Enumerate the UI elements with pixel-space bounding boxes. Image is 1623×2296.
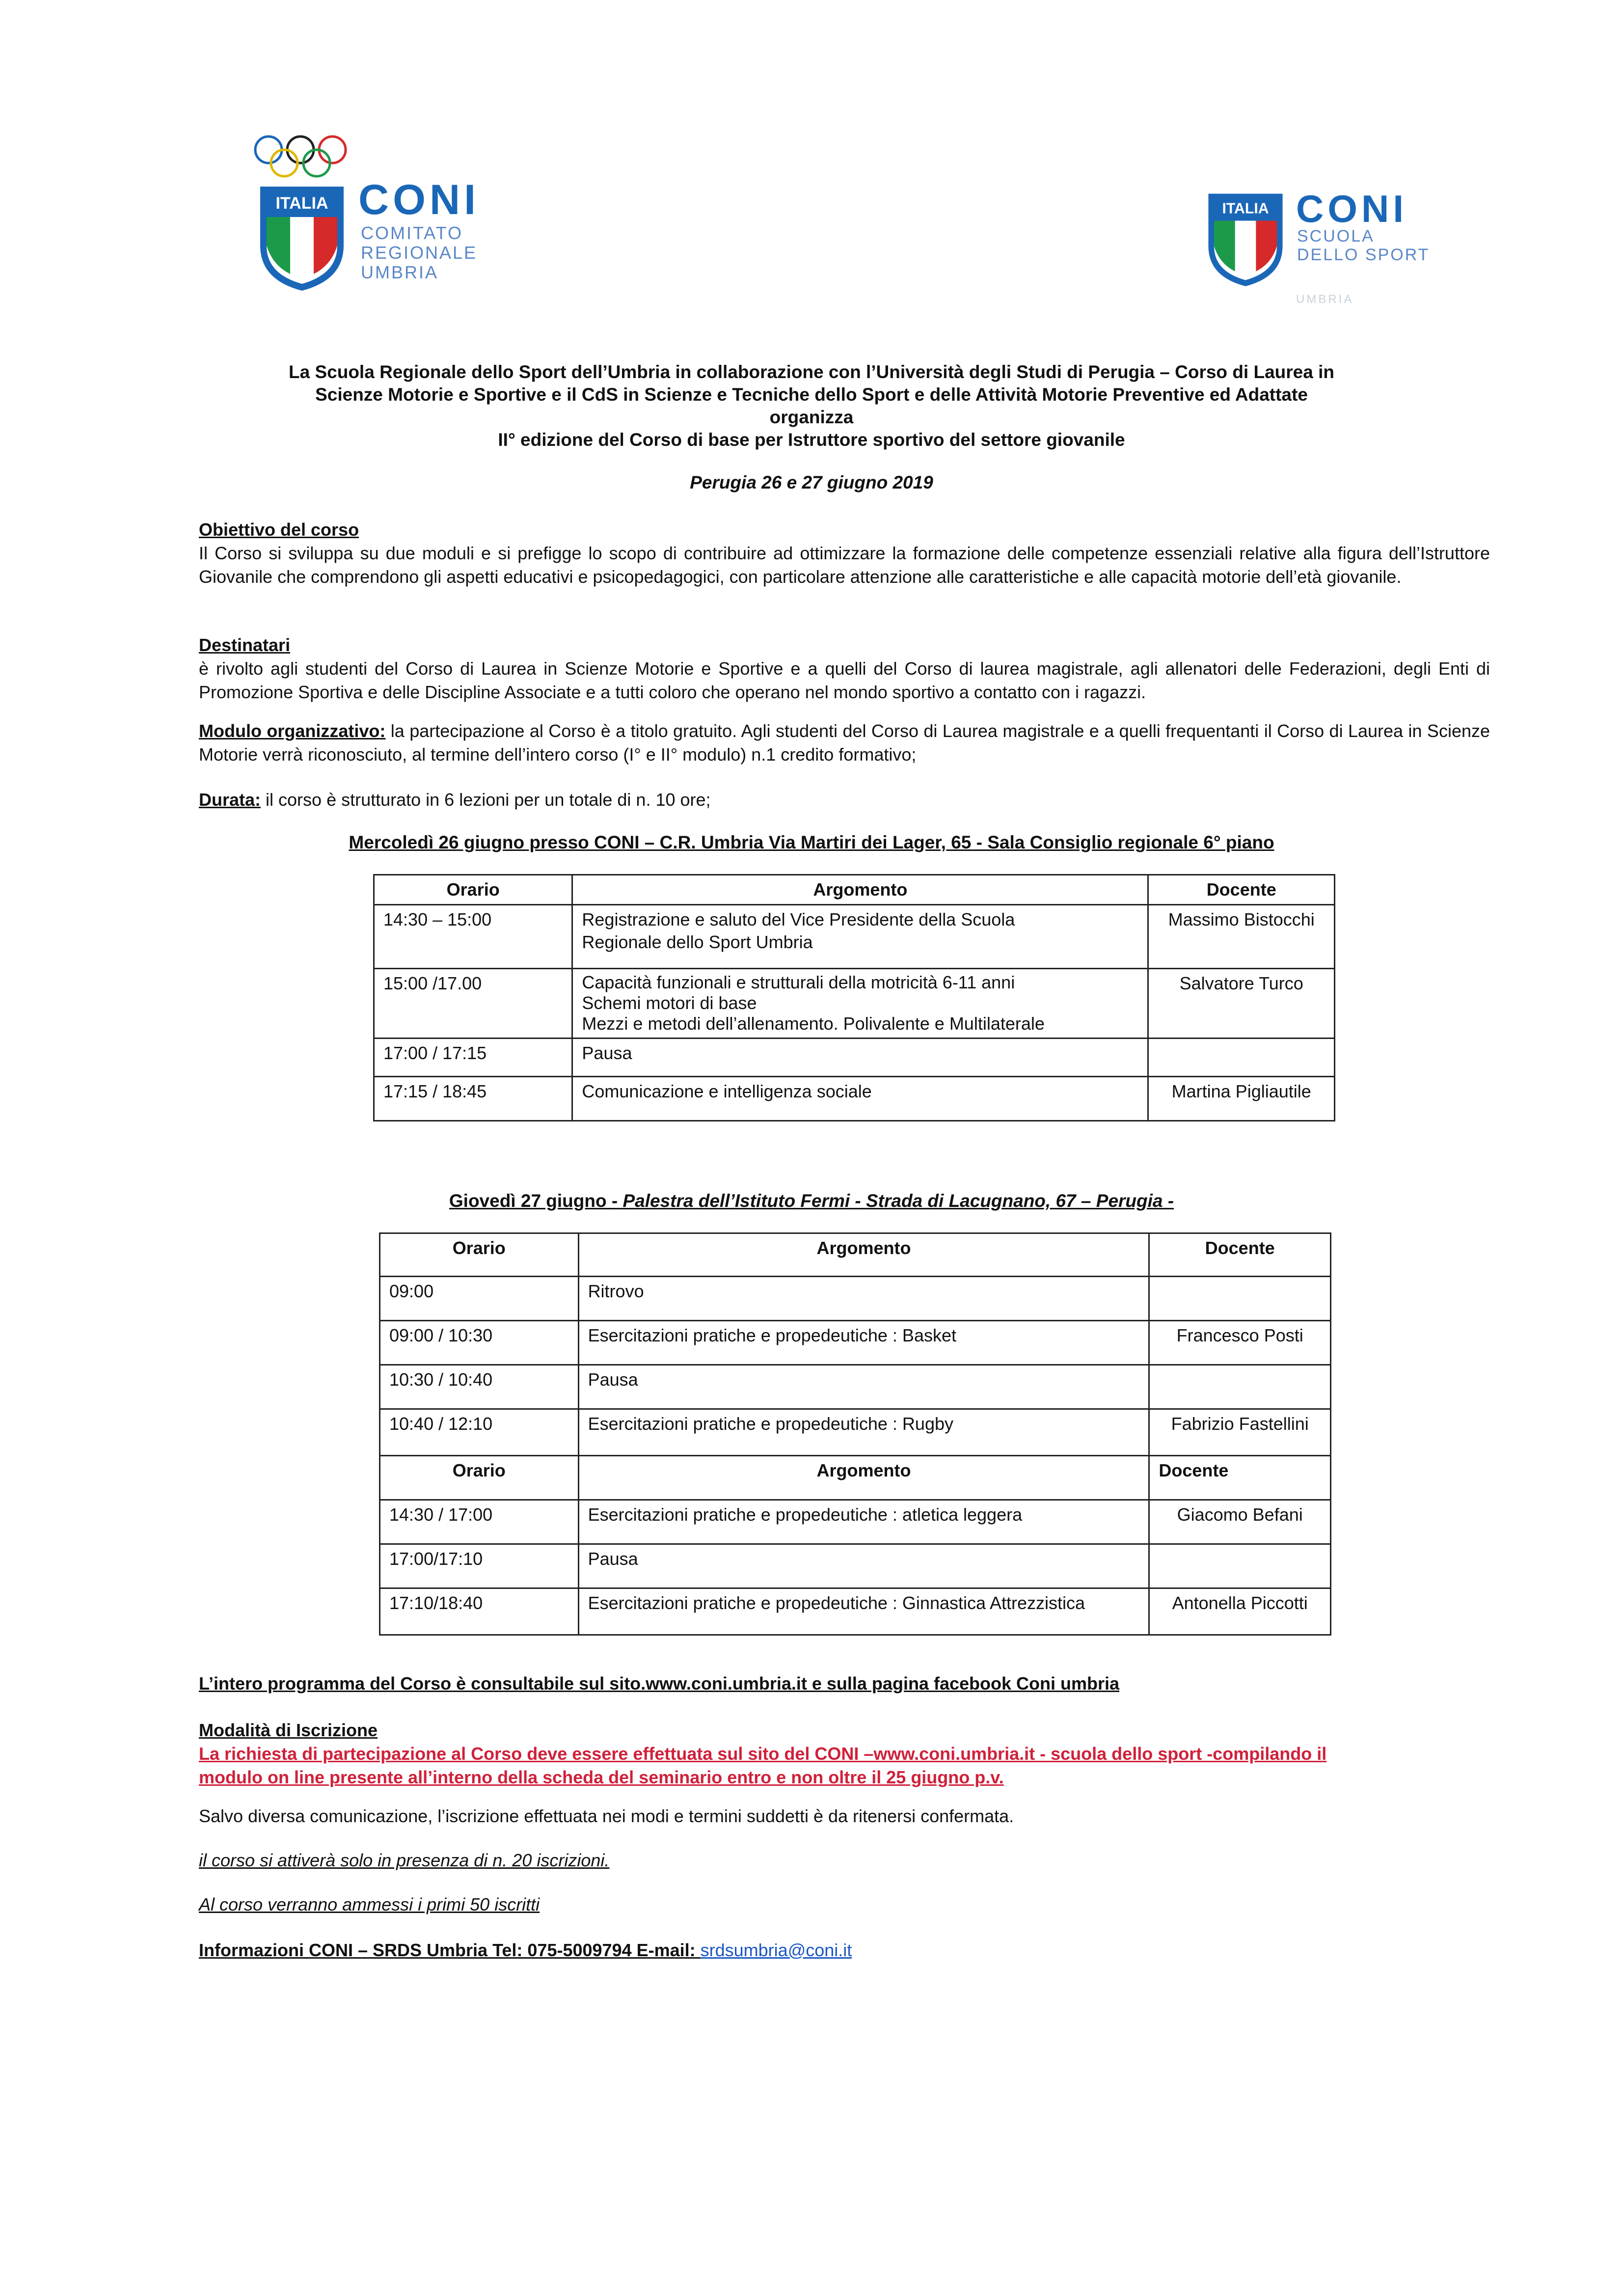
contact-info: Informazioni CONI – SRDS Umbria Tel: 075-5009794 E-mail: srdsumbria@coni.it [199,1940,852,1960]
day2-schedule-table [379,1232,1331,1636]
recipients-section [199,633,1490,704]
teacher-cell [1149,1544,1331,1588]
logo-left-subtitle: COMITATO REGIONALE UMBRIA [361,223,478,282]
teacher-cell [1148,1039,1335,1077]
module-section [199,719,1490,766]
italia-shield-icon [258,187,346,292]
email-link[interactable]: srdsumbria@coni.it [700,1940,852,1960]
time-cell: 17:00/17:10 [380,1544,579,1588]
topic-cell: Esercitazioni pratiche e propedeutiche : atletica leggera [578,1500,1149,1544]
registration-confirm: Salvo diversa comunicazione, l’iscrizione effettuata nei modi e termini suddetti è da ritenersi confermata. [199,1806,1014,1826]
svg-text:ITALIA: ITALIA [275,194,328,213]
col-header-orario: Orario [380,1233,579,1277]
col-header-argomento: Argomento [578,1233,1149,1277]
objective-text: Il Corso si sviluppa su due moduli e si prefigge lo scopo di contribuire ad ottimizzare la formazione delle competenze essenziali relative alla figura dell’Istruttore Giovanile che comprendono gli aspetti educativi e psicopedagogici, con particolare attenzione alle caratteristiche e alle capacità motorie dell’età giovanile. [199,543,1490,587]
table-header-row [374,875,1335,905]
topic-cell: Pausa [572,1039,1148,1077]
olympic-rings-logo [251,133,350,182]
table-row [380,1277,1331,1321]
recipients-heading: Destinatari [199,635,291,655]
topic-cell: Esercitazioni pratiche e propedeutiche : Ginnastica Attrezzistica [578,1588,1149,1635]
time-cell: 14:30 – 15:00 [374,905,572,969]
col-header-argomento: Argomento [578,1456,1149,1500]
table-row [374,1039,1335,1077]
table-row [374,905,1335,969]
teacher-cell [1149,1365,1331,1409]
logo-right-region: UMBRIA [1296,293,1354,306]
table-row [380,1588,1331,1635]
duration-heading: Durata: [199,790,261,810]
time-cell: 10:30 / 10:40 [380,1365,579,1409]
time-cell: 17:00 / 17:15 [374,1039,572,1077]
time-cell: 10:40 / 12:10 [380,1409,579,1456]
day1-title: Mercoledì 26 giugno presso CONI – C.R. Umbria Via Martiri dei Lager, 65 - Sala Consiglio regionale 6° piano [349,832,1274,852]
teacher-cell: Salvatore Turco [1148,969,1335,1039]
svg-text:ITALIA: ITALIA [1222,200,1269,217]
topic-cell: Capacità funzionali e strutturali della motricità 6-11 anni Schemi motori di base Mezzi e metodi dell’allenamento. Polivalente e Multilaterale [572,969,1148,1039]
min-participants-note: il corso si attiverà solo in presenza di n. 20 iscrizioni. [199,1850,610,1870]
teacher-cell: Massimo Bistocchi [1148,905,1335,969]
col-header-orario: Orario [380,1456,579,1500]
col-header-orario: Orario [374,875,572,905]
course-date: Perugia 26 e 27 giugno 2019 [690,472,933,492]
topic-cell: Registrazione e saluto del Vice Presidente della Scuola Regionale dello Sport Umbria [572,905,1148,969]
teacher-cell: Francesco Posti [1149,1321,1331,1365]
topic-cell: Pausa [578,1544,1149,1588]
max-participants-note: Al corso verranno ammessi i primi 50 iscritti [199,1894,540,1914]
table-row [374,1077,1335,1121]
time-cell: 09:00 / 10:30 [380,1321,579,1365]
table-row [374,969,1335,1039]
coni-brand: CONI [358,176,480,223]
teacher-cell [1149,1277,1331,1321]
table-row [380,1321,1331,1365]
recipients-text: è rivolto agli studenti del Corso di Laurea in Scienze Motorie e Sportive e a quelli del Corso di laurea magistrale, agli allenatori delle Federazioni, degli Enti di Promozione Sportiva e delle Discipline Associate e a tutti coloro che operano nel mondo sportivo a contatto con i ragazzi. [199,658,1490,702]
time-cell: 09:00 [380,1277,579,1321]
module-text: la partecipazione al Corso è a titolo gratuito. Agli studenti del Corso di Laurea magistrale e a quelli frequentanti il Corso di Laurea in Scienze Motorie verrà riconosciuto, al termine dell’intero corso (I° e II° modulo) n.1 credito formativo; [199,721,1490,765]
time-cell: 17:10/18:40 [380,1588,579,1635]
program-note: L’intero programma del Corso è consultabile sul sito.www.coni.umbria.it e sulla pagina facebook Coni umbria [199,1673,1120,1694]
time-cell: 17:15 / 18:45 [374,1077,572,1121]
teacher-cell: Fabrizio Fastellini [1149,1409,1331,1456]
objective-section [199,518,1490,589]
topic-cell: Ritrovo [578,1277,1149,1321]
duration-section [199,788,1490,812]
table-row [380,1409,1331,1456]
module-heading: Modulo organizzativo: [199,721,386,741]
time-cell: 14:30 / 17:00 [380,1500,579,1544]
table-header-row [380,1456,1331,1500]
topic-cell: Esercitazioni pratiche e propedeutiche : Basket [578,1321,1149,1365]
teacher-cell: Martina Pigliautile [1148,1077,1335,1121]
duration-text: il corso è strutturato in 6 lezioni per un totale di n. 10 ore; [261,790,711,810]
col-header-docente: Docente [1148,875,1335,905]
coni-brand: CONI [1296,187,1407,230]
document-header: La Scuola Regionale dello Sport dell’Umbria in collaborazione con l’Università degli Studi di Perugia – Corso di Laurea in Scienze Motorie e Sportive e il CdS in Scienze e Tecniche dello Sport e delle Attività Motorie Preventive ed Adattate organizza II° edizione del Corso di base per Istruttore sportivo del settore giovanile [289,362,1334,450]
table-row [380,1544,1331,1588]
teacher-cell: Antonella Piccotti [1149,1588,1331,1635]
table-row [380,1365,1331,1409]
col-header-docente: Docente [1149,1456,1331,1500]
teacher-cell: Giacomo Befani [1149,1500,1331,1544]
registration-heading: Modalità di Iscrizione [199,1720,378,1740]
registration-section [199,1719,1490,1789]
day1-schedule-table [373,874,1335,1121]
objective-heading: Obiettivo del corso [199,519,359,540]
col-header-docente: Docente [1149,1233,1331,1277]
time-cell: 15:00 /17.00 [374,969,572,1039]
day2-title: Giovedì 27 giugno - Palestra dell’Istituto Fermi - Strada di Lacugnano, 67 – Perugia - [449,1191,1174,1211]
topic-cell: Comunicazione e intelligenza sociale [572,1077,1148,1121]
registration-instructions: La richiesta di partecipazione al Corso deve essere effettuata sul sito del CONI –www.coni.umbria.it - scuola dello sport -compilando il modulo on line presente all’interno della scheda del seminario entro e non oltre il 25 giugno p.v. [199,1744,1327,1787]
topic-cell: Esercitazioni pratiche e propedeutiche : Rugby [578,1409,1149,1456]
col-header-argomento: Argomento [572,875,1148,905]
logo-right-subtitle: SCUOLA DELLO SPORT [1297,227,1430,264]
table-header-row [380,1233,1331,1277]
italia-shield-icon [1206,191,1285,290]
table-row [380,1500,1331,1544]
topic-cell: Pausa [578,1365,1149,1409]
